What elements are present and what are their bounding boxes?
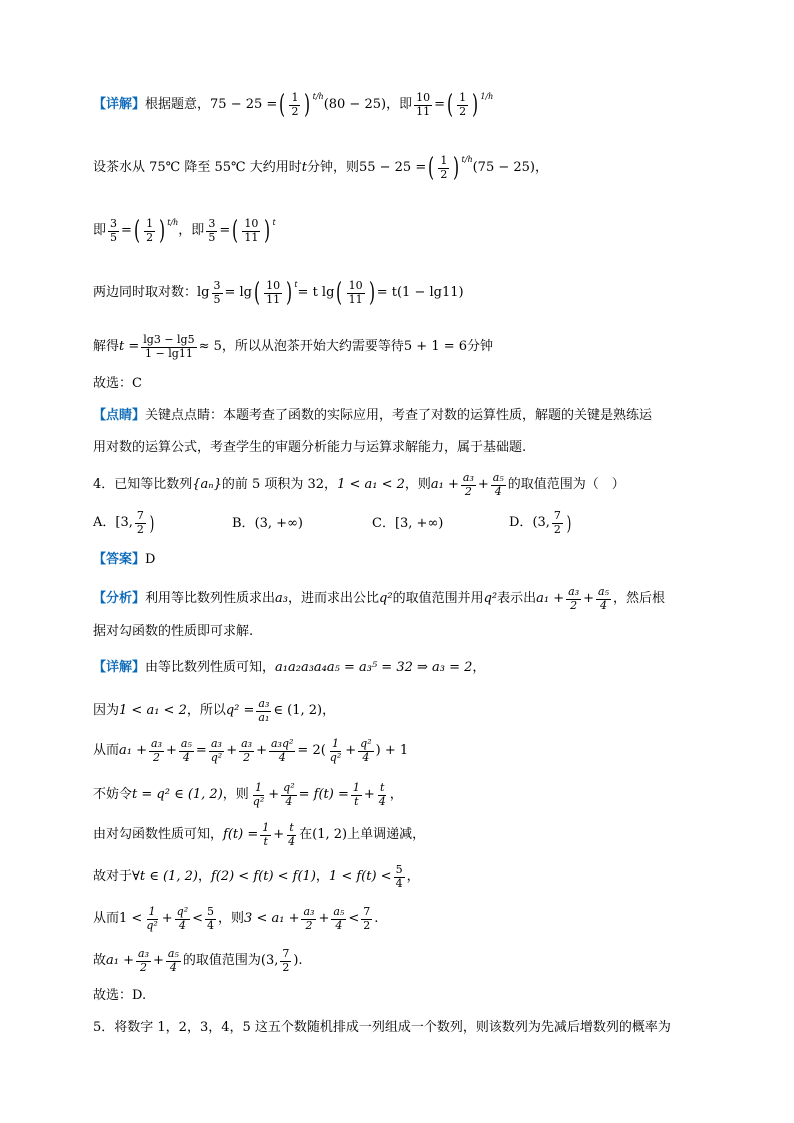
text: 从而 bbox=[93, 743, 120, 759]
math: 75 − 25 = bbox=[210, 97, 278, 113]
math: = bbox=[434, 97, 445, 113]
math: = lg bbox=[224, 285, 253, 301]
detail-tag: 【详解】 bbox=[93, 660, 146, 675]
text: 的取值范围并用 bbox=[392, 591, 484, 607]
fraction: $\frac{\text{q²}}{4}$ bbox=[283, 781, 295, 808]
math: (3, bbox=[260, 953, 279, 969]
math: + bbox=[477, 477, 489, 493]
exponent: t/h bbox=[312, 92, 324, 101]
question-5-stem bbox=[93, 1020, 714, 1036]
option-c[interactable] bbox=[372, 516, 443, 532]
math: a₁ + bbox=[536, 591, 565, 607]
fraction: $\frac{1}{2}$ bbox=[291, 91, 299, 118]
text: 从而 bbox=[93, 911, 120, 927]
question-4-stem bbox=[93, 472, 704, 498]
exponent: t bbox=[294, 280, 298, 289]
text: 分钟 bbox=[467, 339, 494, 355]
fraction: $\frac{1}{2}$ bbox=[146, 217, 154, 244]
text: 的前 5 项积为 32， bbox=[221, 477, 338, 493]
fraction: $\frac{1}{2}$ bbox=[459, 91, 467, 118]
q4-detail-line-1 bbox=[93, 660, 704, 676]
text: ，即 bbox=[386, 97, 413, 113]
q4-detail-line-7 bbox=[93, 906, 704, 932]
option-a-label: A． bbox=[93, 515, 116, 531]
math: . bbox=[374, 911, 379, 927]
text: 分钟，则 bbox=[306, 160, 359, 176]
math: [3, bbox=[115, 515, 133, 531]
fraction: $\frac{t}{4}$ bbox=[378, 781, 386, 808]
fraction: $\frac{\text{a₃}}{\text{q²}}$ bbox=[210, 737, 223, 764]
exponent: t bbox=[272, 218, 276, 227]
math: 1 < f(t) < bbox=[328, 869, 392, 885]
text: D bbox=[145, 552, 156, 567]
paren: ) bbox=[368, 278, 375, 309]
exponent: t/h bbox=[167, 218, 179, 227]
math: + bbox=[268, 787, 280, 803]
fraction: $\frac{\text{a₃}}{2}$ bbox=[241, 737, 253, 764]
fraction: $\frac{5}{4}$ bbox=[395, 863, 403, 890]
math: = bbox=[121, 223, 132, 239]
paren: ( bbox=[428, 153, 435, 184]
text: 上单调递减， bbox=[347, 827, 426, 843]
exponent: t/h bbox=[461, 155, 473, 164]
fraction: $\frac{3}{5}$ bbox=[208, 217, 216, 244]
exponent: 1/h bbox=[480, 92, 494, 101]
paren: ) bbox=[286, 278, 293, 309]
math: ). bbox=[293, 953, 303, 969]
fraction: $\frac{1}{2}$ bbox=[440, 154, 448, 181]
math: 1 < a₁ < 2 bbox=[119, 703, 187, 719]
option-d[interactable] bbox=[509, 510, 573, 536]
fraction: $\frac{\text{a₅}}{4}$ bbox=[598, 585, 609, 612]
detail-tag: 【详解】 bbox=[93, 97, 146, 113]
remark-line-2 bbox=[93, 440, 704, 456]
fraction: $\frac{7}{2}$ bbox=[553, 509, 561, 536]
math: (3, +∞) bbox=[254, 516, 303, 531]
analysis-line-1 bbox=[93, 586, 704, 612]
math: a₃ bbox=[275, 591, 288, 607]
math: a₁a₂a₃a₄a₅ = a₃⁵ = 32 ⇒ a₃ = 2 bbox=[275, 660, 473, 675]
text: 表示出 bbox=[497, 591, 537, 607]
q4-detail-line-8 bbox=[93, 948, 704, 974]
fraction: $\frac{t}{4}$ bbox=[288, 821, 296, 848]
text: ，即 bbox=[178, 223, 205, 239]
text: 根据题意， bbox=[145, 97, 211, 113]
fraction: $\frac{1}{\text{q²}}$ bbox=[329, 737, 342, 764]
paren: ( bbox=[254, 278, 261, 309]
fraction: $\frac{\text{a₃q²}}{4}$ bbox=[271, 737, 294, 764]
text: ，则 bbox=[222, 787, 249, 803]
math: ) + 1 bbox=[375, 743, 409, 759]
math: 3 < a₁ + bbox=[244, 911, 300, 927]
math: [3, +∞) bbox=[394, 516, 444, 531]
fraction: $\frac{10}{11}$ bbox=[416, 91, 431, 118]
option-b[interactable] bbox=[232, 516, 303, 532]
text: ， bbox=[197, 869, 211, 885]
math: + bbox=[226, 743, 238, 759]
paren: ( bbox=[232, 216, 239, 247]
remark-tag: 【点睛】 bbox=[93, 408, 146, 423]
text: 利用等比数列性质求出 bbox=[145, 591, 276, 607]
math: < bbox=[348, 911, 360, 927]
analysis-tag: 【分析】 bbox=[93, 591, 146, 607]
math: f(2) < f(t) < f(1) bbox=[210, 869, 316, 885]
math: ∈ (1, 2) bbox=[273, 703, 323, 719]
math: 1 < a₁ < 2 bbox=[337, 477, 405, 493]
detail-line-5 bbox=[93, 334, 704, 360]
paren: ) bbox=[453, 153, 460, 184]
math: + bbox=[165, 743, 177, 759]
var-t: t bbox=[301, 160, 307, 176]
text: 即 bbox=[93, 223, 107, 239]
fraction: $\frac{10}{11}$ bbox=[266, 279, 281, 306]
fraction: $\frac{\text{q²}}{4}$ bbox=[176, 905, 189, 932]
math: + bbox=[273, 827, 285, 843]
math: 55 − 25 = bbox=[358, 160, 427, 176]
answer-choice-line-2 bbox=[93, 988, 704, 1004]
math: a₁ + bbox=[430, 477, 459, 493]
math: + bbox=[256, 743, 267, 759]
text: ，所以 bbox=[186, 703, 226, 719]
math: ≈ 5 bbox=[198, 339, 222, 355]
fraction: $\frac{\text{a₃}}{2}$ bbox=[151, 737, 162, 764]
fraction: $\frac{7}{2}$ bbox=[136, 509, 144, 536]
fraction: $\frac{7}{2}$ bbox=[363, 905, 371, 932]
text: 的取值范围为 bbox=[182, 953, 261, 969]
math: a₁ + bbox=[106, 953, 135, 969]
text: 据对勾函数的性质即可求解. bbox=[93, 624, 254, 639]
math: (1, 2) bbox=[312, 827, 348, 843]
fraction: $\frac{\lg 3 - \lg 5}{1 - \lg 11}$ bbox=[143, 333, 195, 360]
math: a₁ + bbox=[119, 743, 148, 759]
text: 的取值范围为（ ） bbox=[507, 477, 625, 493]
paren: ) bbox=[472, 90, 479, 121]
q4-detail-line-6 bbox=[93, 864, 704, 890]
text: 4．已知等比数列 bbox=[93, 477, 193, 493]
fraction: $\frac{10}{11}$ bbox=[244, 217, 259, 244]
text: ，则 bbox=[218, 911, 245, 927]
fraction: $\frac{3}{5}$ bbox=[110, 217, 118, 244]
text: 由对勾函数性质可知， bbox=[93, 827, 224, 843]
math: (75 − 25) bbox=[472, 160, 535, 176]
fraction: $\frac{\text{a₅}}{4}$ bbox=[180, 737, 192, 764]
fraction: $\frac{\text{q²}}{4}$ bbox=[360, 737, 372, 764]
option-b-label: B． bbox=[232, 516, 255, 531]
math: lg bbox=[197, 285, 210, 301]
text: 5．将数字 1，2，3，4，5 这五个数随机排成一列组成一个数列，则该数列为先减后增数列的概率为 bbox=[93, 1020, 671, 1035]
paren: ) bbox=[159, 216, 166, 247]
text: 故选：D. bbox=[93, 988, 147, 1003]
fraction: $\frac{7}{2}$ bbox=[282, 947, 290, 974]
math: q² bbox=[379, 591, 393, 607]
fraction: $\frac{10}{11}$ bbox=[348, 279, 363, 306]
math: 5 + 1 = 6 bbox=[403, 339, 468, 355]
math: q² bbox=[483, 591, 498, 607]
math: t = bbox=[119, 339, 140, 355]
math: + bbox=[345, 743, 357, 759]
text: 因为 bbox=[93, 703, 120, 719]
math: + bbox=[318, 911, 330, 927]
math: (80 − 25) bbox=[323, 97, 387, 113]
math: = bbox=[195, 743, 207, 759]
text: 两边同时取对数： bbox=[93, 285, 198, 301]
math: + bbox=[363, 787, 375, 803]
answer-line bbox=[93, 552, 704, 568]
math: f(t) = bbox=[223, 827, 259, 843]
detail-line-3 bbox=[93, 216, 704, 247]
text: 在 bbox=[299, 827, 313, 843]
paren: ( bbox=[447, 90, 454, 121]
fraction: $\frac{\text{a₃}}{\text{a₁}}$ bbox=[258, 697, 270, 724]
detail-line-4 bbox=[93, 278, 704, 309]
math: + bbox=[583, 591, 595, 607]
fraction: $\frac{\text{a₅}}{4}$ bbox=[492, 471, 504, 498]
text: ，所以从泡茶开始大约需要等待 bbox=[221, 339, 404, 355]
text: ，然后根 bbox=[612, 591, 665, 607]
q4-detail-line-4 bbox=[93, 782, 704, 808]
answer-tag: 【答案】 bbox=[93, 552, 146, 567]
q4-detail-line-3 bbox=[93, 738, 704, 764]
text: ， bbox=[322, 703, 336, 719]
paren: ) bbox=[566, 511, 572, 536]
math: + bbox=[161, 911, 173, 927]
fraction: $\frac{1}{t}$ bbox=[352, 781, 360, 808]
text: ， bbox=[406, 869, 420, 885]
option-d-label: D． bbox=[509, 515, 533, 531]
paren: ( bbox=[336, 278, 343, 309]
fraction: $\frac{\text{a₃}}{2}$ bbox=[462, 471, 474, 498]
fraction: $\frac{\text{a₃}}{2}$ bbox=[303, 905, 315, 932]
text: ， bbox=[535, 160, 549, 176]
text: ， bbox=[315, 869, 329, 885]
text: ，进而求出公比 bbox=[288, 591, 380, 607]
answer-choice-line bbox=[93, 376, 704, 392]
text: 故 bbox=[93, 953, 107, 969]
math: = f(t) = bbox=[298, 787, 349, 803]
option-a[interactable] bbox=[93, 510, 156, 536]
math: + bbox=[152, 953, 164, 969]
text: 设茶水从 75℃ 降至 55℃ 大约用时 bbox=[93, 160, 302, 176]
fraction: $\frac{\text{a₃}}{2}$ bbox=[568, 585, 580, 612]
fraction: $\frac{\text{a₅}}{4}$ bbox=[333, 905, 345, 932]
detail-line-1 bbox=[93, 90, 704, 121]
q4-detail-line-5 bbox=[93, 822, 704, 848]
text: ， bbox=[389, 787, 403, 803]
math: t = q² ∈ (1, 2) bbox=[132, 787, 223, 803]
math: = t lg bbox=[297, 285, 335, 301]
math: (3, bbox=[532, 515, 550, 531]
math: {aₙ} bbox=[192, 477, 222, 493]
text: ，则 bbox=[404, 477, 431, 493]
math: ∀t ∈ (1, 2) bbox=[132, 869, 198, 885]
text: ， bbox=[472, 660, 486, 675]
text: 故选：C bbox=[93, 376, 142, 391]
text: 不妨令 bbox=[93, 787, 133, 803]
math: = bbox=[219, 223, 231, 239]
paren: ) bbox=[264, 216, 271, 247]
math: = 2( bbox=[297, 743, 326, 759]
fraction: $\frac{5}{4}$ bbox=[207, 905, 215, 932]
text: 由等比数列性质可知， bbox=[145, 660, 276, 675]
math: < bbox=[192, 911, 204, 927]
paren: ( bbox=[279, 90, 286, 121]
fraction: $\frac{1}{t}$ bbox=[262, 821, 270, 848]
detail-line-2 bbox=[93, 153, 704, 184]
math: = t(1 − lg11) bbox=[376, 285, 464, 301]
option-c-label: C． bbox=[372, 516, 395, 531]
math: 1 < bbox=[119, 911, 143, 927]
fraction: $\frac{1}{\text{q²}}$ bbox=[252, 781, 265, 808]
paren: ) bbox=[304, 90, 311, 121]
text: 解得 bbox=[93, 339, 120, 355]
math: q² = bbox=[225, 703, 255, 719]
fraction: $\frac{\text{a₃}}{2}$ bbox=[138, 947, 149, 974]
paren: ) bbox=[149, 511, 155, 536]
remark-line-1 bbox=[93, 408, 704, 424]
paren: ( bbox=[133, 216, 141, 247]
q4-detail-line-2 bbox=[93, 698, 704, 724]
text: 故对于 bbox=[93, 869, 133, 885]
fraction: $\frac{1}{\text{q²}}$ bbox=[146, 905, 158, 932]
fraction: $\frac{\text{a₅}}{4}$ bbox=[167, 947, 179, 974]
analysis-line-2 bbox=[93, 624, 704, 640]
text: 关键点点睛：本题考查了函数的实际应用，考查了对数的运算性质，解题的关键是熟练运 bbox=[145, 408, 653, 423]
fraction: $\frac{3}{5}$ bbox=[213, 279, 221, 306]
text: 用对数的运算公式，考查学生的审题分析能力与运算求解能力，属于基础题. bbox=[93, 440, 527, 455]
